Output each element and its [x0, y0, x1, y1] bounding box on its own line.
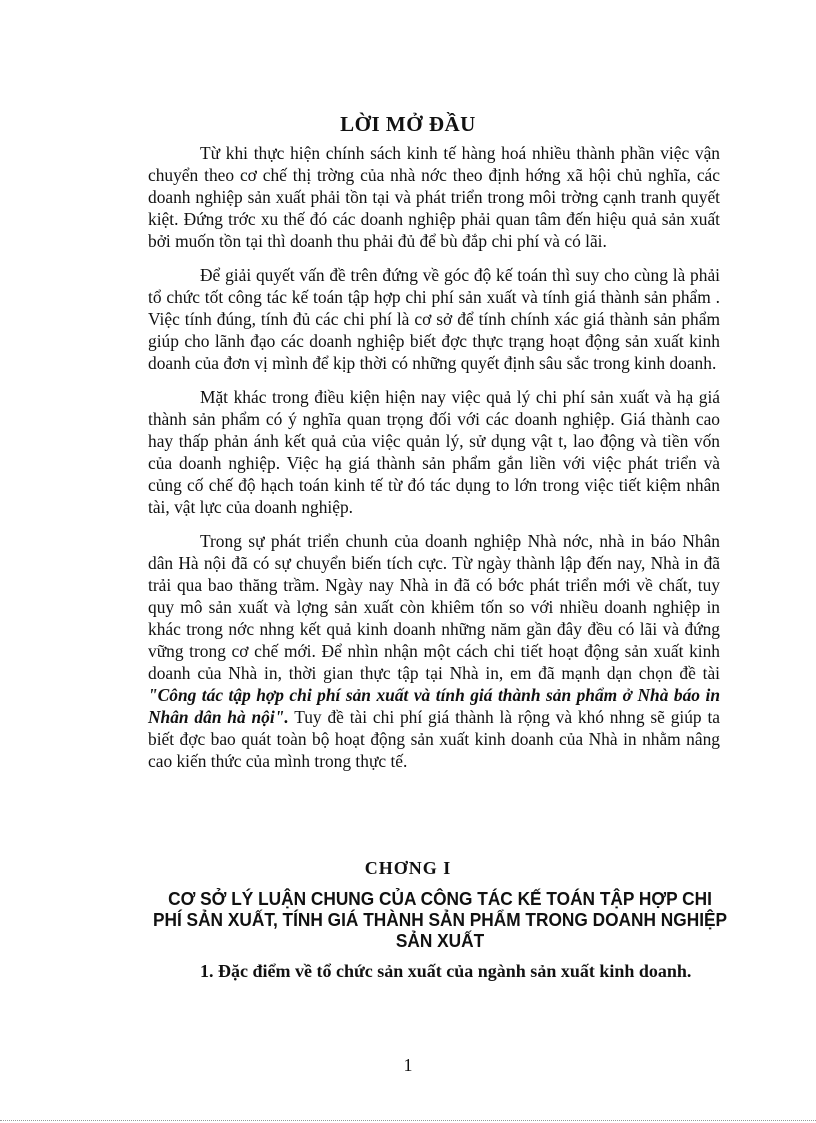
chapter-title: CƠ SỞ LÝ LUẬN CHUNG CỦA CÔNG TÁC KẾ TOÁN TẬP HỢP CHI PHÍ SẢN XUẤT, TÍNH GIÁ THÀNH SẢN PHẨM TRONG DOANH NGHIỆP SẢN XUẤT	[152, 889, 728, 951]
chapter-label: CHƠNG I	[364, 858, 452, 878]
paragraph-4-text-end: Tuy đề tài chi phí giá thành là rộng và khó nhng sẽ giúp ta biết đợc bao quát toàn bộ hoạt động sản xuất kinh doanh của Nhà in nhằm nâng cao kiến thức của mình trong thực tế.	[148, 707, 720, 771]
introduction-body	[148, 142, 720, 784]
paragraph-4-text: Trong sự phát triển chunh của doanh nghiệp Nhà nớc, nhà in báo Nhân dân Hà nội đã có sự chuyển biến tích cực. Từ ngày thành lập đến nay, Nhà in đã trải qua bao thăng trầm. Ngày nay Nhà in đã có bớc phát triển mới về chất, tuy quy mô sản xuất và lợng sản xuất còn khiêm tốn so với nhiều doanh nghiệp in khác trong nớc nhng kết quả kinh doanh những năm gần đây đều có lãi và đứng vững trong cơ chế mới. Để nhìn nhận một cách chi tiết hoạt động sản xuất kinh doanh của Nhà in, thời gian thực tập tại Nhà in, em đã mạnh dạn chọn đề tài	[148, 531, 720, 683]
page-title: LỜI MỞ ĐẦU	[340, 112, 476, 136]
paragraph-4	[148, 530, 720, 772]
thesis-title: "Công tác tập hợp chi phí sản xuất và tính giá thành sản phẩm ở Nhà báo in Nhân dân hà nội".	[148, 685, 720, 727]
page-break-divider	[0, 1120, 816, 1121]
section-heading: 1. Đặc điểm về tổ chức sản xuất của ngành sản xuất kinh doanh.	[200, 961, 692, 981]
paragraph-1: Từ khi thực hiện chính sách kinh tế hàng hoá nhiều thành phần việc vận chuyển theo cơ chế thị trờng của nhà nớc theo định hớng xã hội chủ nghĩa, các doanh nghiệp sản xuất phải tồn tại và phát triển trong môi trờng cạnh tranh quyết kiệt. Đứng trớc xu thế đó các doanh nghiệp phải quan tâm đến hiệu quả sản xuất bởi muốn tồn tại thì doanh thu phải đủ để bù đắp chi phí và có lãi.	[148, 143, 720, 251]
paragraph-2: Để giải quyết vấn đề trên đứng về góc độ kế toán thì suy cho cùng là phải tổ chức tốt công tác kế toán tập hợp chi phí sản xuất và tính giá thành sản phẩm . Việc tính đúng, tính đủ các chi phí là cơ sở để tính chính xác giá thành sản phẩm giúp cho lãnh đạo các doanh nghiệp biết đợc thực trạng hoạt động sản xuất kinh doanh của đơn vị mình để kịp thời có những quyết định sâu sắc trong kinh doanh.	[148, 265, 720, 373]
page-number: 1	[403, 1055, 413, 1075]
paragraph-3: Mặt khác trong điều kiện hiện nay việc quả lý chi phí sản xuất và hạ giá thành sản phẩm có ý nghĩa quan trọng đối với các doanh nghiệp. Giá thành cao hay thấp phản ánh kết quả của việc quản lý, sử dụng vật t, lao động và tiền vốn của doanh nghiệp. Việc hạ giá thành sản phẩm gắn liền với việc phát triển và củng cố chế độ hạch toán kinh tế từ đó tác dụng to lớn trong việc tiết kiệm nhân tài, vật lực của doanh nghiệp.	[148, 387, 720, 517]
